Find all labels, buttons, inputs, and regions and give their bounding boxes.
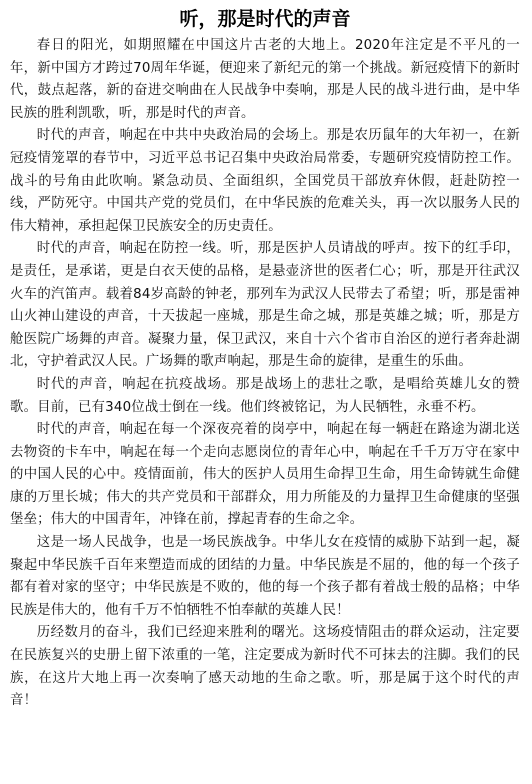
paragraph: 历经数月的奋斗，我们已经迎来胜利的曙光。这场疫情阻击的群众运动，注定要在民族复兴的史册上留下浓重的一笔，注定要成为新时代不可抹去的注脚。我们的民族，在这片大地上再一次奏响了感天动地的生命之歌。听，那是属于这个时代的声音！ — [10, 625, 520, 709]
paragraph: 这是一场人民战争，也是一场民族战争。中华儿女在疫情的威胁下站到一起，凝聚起中华民族千百年来塑造而成的团结的力量。中华民族是不屈的，他的每一个孩子都有着对家的坚守；中华民族是不败的，他的每一个孩子都有着战士般的品格；中华民族是伟大的，他有千万不怕牺牲不怕奉献的英雄人民！ — [10, 535, 520, 618]
paragraph: 时代的声音，响起在抗疫战场。那是战场上的悲壮之歌，是唱给英雄儿女的赞歌。目前，已有340位战士倒在一线。他们终被铭记，为人民牺牲，永垂不朽。 — [10, 376, 520, 415]
document-title: 听，那是时代的声音 — [179, 8, 351, 30]
paragraph: 时代的声音，响起在每一个深夜亮着的岗亭中，响起在每一辆赶在路途为湖北送去物资的卡车中，响起在每一个走向志愿岗位的青年心中，响起在千千万万守在家中的中国人民的心中。疫情面前，伟大的医护人员用生命捍卫生命，用生命铸就生命健康的万里长城；伟大的共产党员和干部群众，用力所能及的力量捍卫生命健康的坚强堡垒；伟大的中国青年，冲锋在前，撑起青春的生命之伞。 — [10, 422, 520, 528]
paragraph: 春日的阳光，如期照耀在中国这片古老的大地上。2020年注定是不平凡的一年，新中国方才跨过70周年华诞，便迎来了新纪元的第一个挑战。新冠疫情下的新时代，鼓点起落，新的奋进交响曲在人民战争中奏响，那是人民的战斗进行曲，是中华民族的胜利凯歌，听，那是时代的声音。 — [10, 38, 520, 121]
paragraph: 时代的声音，响起在防控一线。听，那是医护人员请战的呼声。按下的红手印，是责任，是承诺，更是白衣天使的品格，是悬壶济世的医者仁心；听，那是开往武汉火车的汽笛声。载着84岁高龄的钟老，那列车为武汉人民带去了希望；听，那是雷神山火神山建设的声音，十天拔起一座城，那是生命之城，那是英雄之城；听，那是方舱医院广场舞的声音。凝聚力量，保卫武汉，来自十六个省市自治区的逆行者奔赴湖北，守护着武汉人民。广场舞的歌声响起，那是生命的旋律，是重生的乐曲。 — [10, 241, 520, 370]
paragraph: 时代的声音，响起在中共中央政治局的会场上。那是农历鼠年的大年初一，在新冠疫情笼罩的春节中，习近平总书记召集中央政治局常委，专题研究疫情防控工作。战斗的号角由此吹响。紧急动员、全面组织，全国党员干部放弃休假，赶赴防控一线，严防死守。中国共产党的党员们，在中华民族的危难关头，再一次以服务人民的伟大精神，承担起保卫民族安全的历史责任。 — [10, 128, 520, 234]
